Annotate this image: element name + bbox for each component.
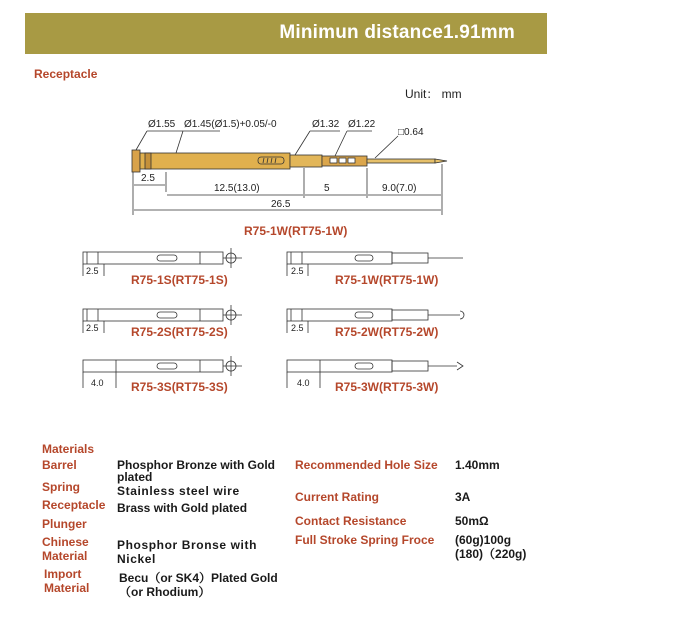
variant-dim: 4.0 [91, 378, 104, 388]
variant-model: R75-1W(RT75-1W) [335, 273, 439, 287]
spec-label: Full Stroke Spring Froce [295, 533, 435, 547]
material-label: Spring [42, 480, 80, 494]
variant-dim: 2.5 [86, 266, 99, 276]
variant-dim: 2.5 [291, 323, 304, 333]
main-model-label: R75-1W(RT75-1W) [244, 224, 348, 238]
material-label: Plunger [42, 517, 87, 531]
variant-model: R75-3S(RT75-3S) [131, 380, 228, 394]
material-label: Barrel [42, 458, 77, 472]
unit-label: Unit： mm [405, 87, 462, 101]
spec-label: Current Rating [295, 490, 379, 504]
material-label: Receptacle [42, 498, 106, 512]
material-label: Chinese Material [42, 535, 89, 563]
variant-drawings [83, 248, 464, 388]
spec-value: (60g)100g (180)（220g) [455, 533, 527, 561]
dim-total-length: 26.5 [271, 199, 291, 210]
dim-length-2: 12.5(13.0) [214, 183, 260, 194]
section-label: Receptacle [34, 67, 98, 81]
spec-label: Recommended Hole Size [295, 458, 438, 472]
material-label: Import Material [44, 567, 90, 595]
dim-square: □0.64 [398, 127, 424, 138]
dim-diameter-2: Ø1.45(Ø1.5)+0.05/-0 [184, 119, 277, 130]
variant-labels [86, 266, 438, 394]
dim-diameter-1: Ø1.55 [148, 119, 176, 130]
variant-model: R75-2S(RT75-2S) [131, 325, 228, 339]
spec-value: 50mΩ [455, 514, 489, 528]
page-title: Minimun distance1.91mm [279, 22, 515, 43]
materials-heading: Materials [42, 442, 95, 456]
variant-model: R75-1S(RT75-1S) [131, 273, 228, 287]
spec-value: 3A [455, 490, 471, 504]
dim-diameter-4: Ø1.22 [348, 119, 376, 130]
variant-dim: 2.5 [291, 266, 304, 276]
spec-label: Contact Resistance [295, 514, 407, 528]
variant-model: R75-3W(RT75-3W) [335, 380, 439, 394]
variant-model: R75-2W(RT75-2W) [335, 325, 439, 339]
spec-value: 1.40mm [455, 458, 500, 472]
material-value: Brass with Gold plated [117, 501, 248, 515]
dim-length-3: 5 [324, 183, 330, 194]
variant-dim: 2.5 [86, 323, 99, 333]
material-value: Phosphor Bronze with Gold plated [117, 458, 275, 484]
main-drawing-labels [141, 119, 424, 238]
material-value: Stainless steel wire [117, 484, 240, 498]
material-value: Phosphor Bronse with Nickel [117, 538, 258, 566]
dim-diameter-3: Ø1.32 [312, 119, 340, 130]
dim-length-4: 9.0(7.0) [382, 183, 417, 194]
material-value: Becu（or SK4）Plated Gold （or Rhodium） [119, 571, 278, 599]
dim-length-1: 2.5 [141, 173, 155, 184]
variant-dim: 4.0 [297, 378, 310, 388]
